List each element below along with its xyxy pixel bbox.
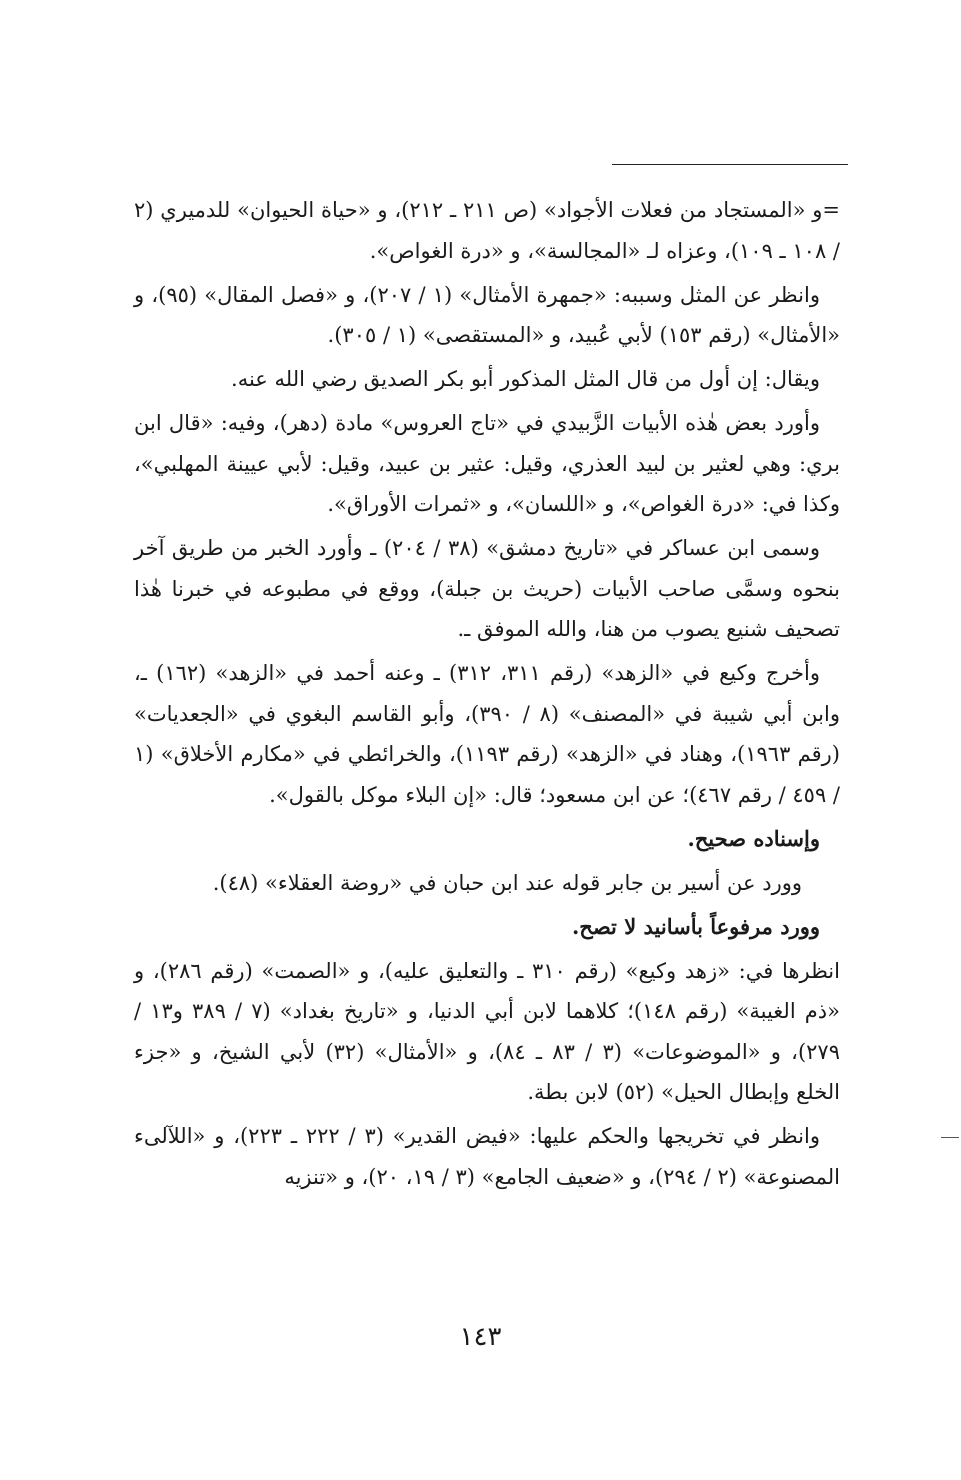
paragraph-11: وانظر في تخريجها والحكم عليها: «فيض القدير» (٣ / ٢٢٢ ـ ٢٢٣)، و «اللآلىء المصنوعة» (٢ / ٢٩٤)، و «ضعيف الجامع» (٣ / ١٩، ٢٠)، و «تنزيه bbox=[134, 1124, 840, 1189]
paragraph-10: انظرها في: «زهد وكيع» (رقم ٣١٠ ـ والتعليق عليه)، و «الصمت» (رقم ٢٨٦)، و «ذم الغيبة» (رقم ١٤٨)؛ كلاهما لابن أبي الدنيا، و «تاريخ بغداد» (٧ / ٣٨٩ و١٣ / ٢٧٩)، و «الموضوعات» (٣ / ٨٣ ـ ٨٤)، و «الأمثال» (٣٢) لأبي الشيخ، و «جزء الخلع وإبطال الحيل» (٥٢) لابن بطة. bbox=[134, 958, 840, 1104]
footnote-separator bbox=[612, 164, 848, 165]
paragraph-5: وسمى ابن عساكر في «تاريخ دمشق» (٣٨ / ٢٠٤) ـ وأورد الخبر من طريق آخر بنحوه وسمَّى صاحب الأبيات (حريث بن جبلة)، ووقع في مطبوعه في خبرنا هٰذا تصحيف شنيع يصوب من هنا، والله الموفق ـ. bbox=[134, 536, 840, 641]
paragraph-7: وإسناده صحيح. bbox=[687, 825, 820, 851]
footnote-text bbox=[134, 190, 840, 1201]
page-number: ١٤٣ bbox=[459, 1322, 502, 1352]
paragraph-4: وأورد بعض هٰذه الأبيات الزَّبيدي في «تاج العروس» مادة (دهر)، وفيه: «قال ابن بري: وهي لعثير بن لبيد العذري، وقيل: عثير بن عبيد، وقيل: لأبي عيينة المهلبي»، وكذا في: «درة الغواص»، و «اللسان»، و «ثمرات الأوراق». bbox=[134, 411, 840, 516]
paragraph-2: وانظر عن المثل وسببه: «جمهرة الأمثال» (١ / ٢٠٧)، و «فصل المقال» (٩٥)، و «الأمثال» (رقم ١٥٣) لأبي عُبيد، و «المستقصى» (١ / ٣٠٥). bbox=[134, 282, 840, 347]
paragraph-3: ويقال: إن أول من قال المثل المذكور أبو بكر الصديق رضي الله عنه. bbox=[231, 367, 820, 391]
paragraph-6: وأخرج وكيع في «الزهد» (رقم ٣١١، ٣١٢) ـ وعنه أحمد في «الزهد» (١٦٢) ـ، وابن أبي شيبة في «المصنف» (٨ / ٣٩٠)، وأبو القاسم البغوي في «الجعديات» (رقم ١٩٦٣)، وهناد في «الزهد» (رقم ١١٩٣)، والخرائطي في «مكارم الأخلاق» (١ / ٤٥٩ / رقم ٤٦٧)؛ عن ابن مسعود؛ قال: «إن البلاء موكل بالقول». bbox=[134, 661, 840, 807]
paragraph-9: وورد مرفوعاً بأسانيد لا تصح. bbox=[571, 913, 820, 939]
margin-mark bbox=[941, 1137, 959, 1138]
paragraph-1: =و «المستجاد من فعلات الأجواد» (ص ٢١١ ـ ٢١٢)، و «حياة الحيوان» للدميري (٢ / ١٠٨ ـ ١٠٩)، وعزاه لـ «المجالسة»، و «درة الغواص». bbox=[134, 198, 840, 263]
paragraph-8: وورد عن أسير بن جابر قوله عند ابن حبان في «روضة العقلاء» (٤٨). bbox=[212, 870, 802, 895]
